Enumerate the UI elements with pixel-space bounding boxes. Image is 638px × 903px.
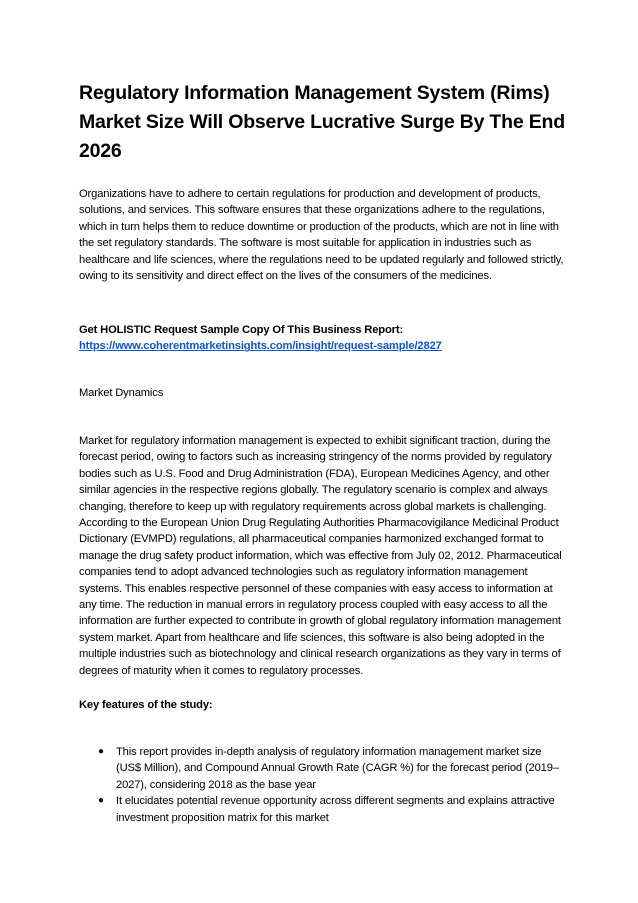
market-dynamics-paragraph: Market for regulatory information management is expected to exhibit significant traction, during the forecast period, owing to factors such as increasing stringency of the norms provided by regulatory bodies such as U.S. Food and Drug Administration (FDA), European Medicines Agency, and other similar agencies in the respective regions globally. The regulatory scenario is complex and always changing, therefore to keep up with regulatory requirements across global markets is challenging. According to the European Union Drug Regulating Authorities Pharmacovigilance Medicinal Product Dictionary (EVMPD) regulations, all pharmaceutical companies harmonized exchanged format to manage the drug safety product information, which was effective from July 02, 2012. Pharmaceutical companies tend to adopt advanced technologies such as regulatory information management systems. This enables respective personnel of these companies with easy access to information at any time. The reduction in manual errors in regulatory process coupled with easy access to all the information are further expected to contribute in growth of global regulatory information management system market. Apart from healthcare and life sciences, this software is also being adopted in the multiple industries such as biotechnology and clinical research organizations as they vary in terms of degrees of maturity when it comes to regulatory processes.	[79, 435, 562, 677]
key-features-heading: Key features of the study:	[79, 699, 213, 711]
document-title: Regulatory Information Management System (Rims) Market Size Will Observe Lucrative Surge By The End 2026	[79, 82, 565, 162]
sample-request-heading: Get HOLISTIC Request Sample Copy Of This Business Report:	[79, 324, 404, 336]
bullet-icon: ●	[98, 795, 104, 807]
sample-request-link[interactable]: https://www.coherentmarketinsights.com/insight/request-sample/2827	[79, 340, 442, 353]
bullet-icon: ●	[98, 746, 104, 757]
list-item	[79, 793, 565, 826]
sample-request-block	[79, 322, 565, 355]
list-item	[79, 744, 565, 793]
market-dynamics-heading: Market Dynamics	[79, 387, 164, 399]
list-item-text: This report provides in-depth analysis of regulatory information management market size (US$ Million), and Compound Annual Growth Rate (CAGR %) for the forecast period (2019–2027), considering 2018 as the base year	[116, 746, 559, 791]
intro-paragraph: Organizations have to adhere to certain regulations for production and development of products, solutions, and services. This software ensures that these organizations adhere to the regulations, which in turn helps them to reduce downtime or production of the products, which are not in line with the set regulatory standards. The software is most suitable for application in industries such as healthcare and life sciences, where the regulations need to be updated regularly and followed strictly, owing to its sensitivity and direct effect on the lives of the consumers of the medicines.	[79, 188, 564, 283]
key-features-list	[79, 744, 565, 826]
list-item-text: It elucidates potential revenue opportunity across different segments and explains attractive investment proposition matrix for this market	[116, 795, 555, 824]
